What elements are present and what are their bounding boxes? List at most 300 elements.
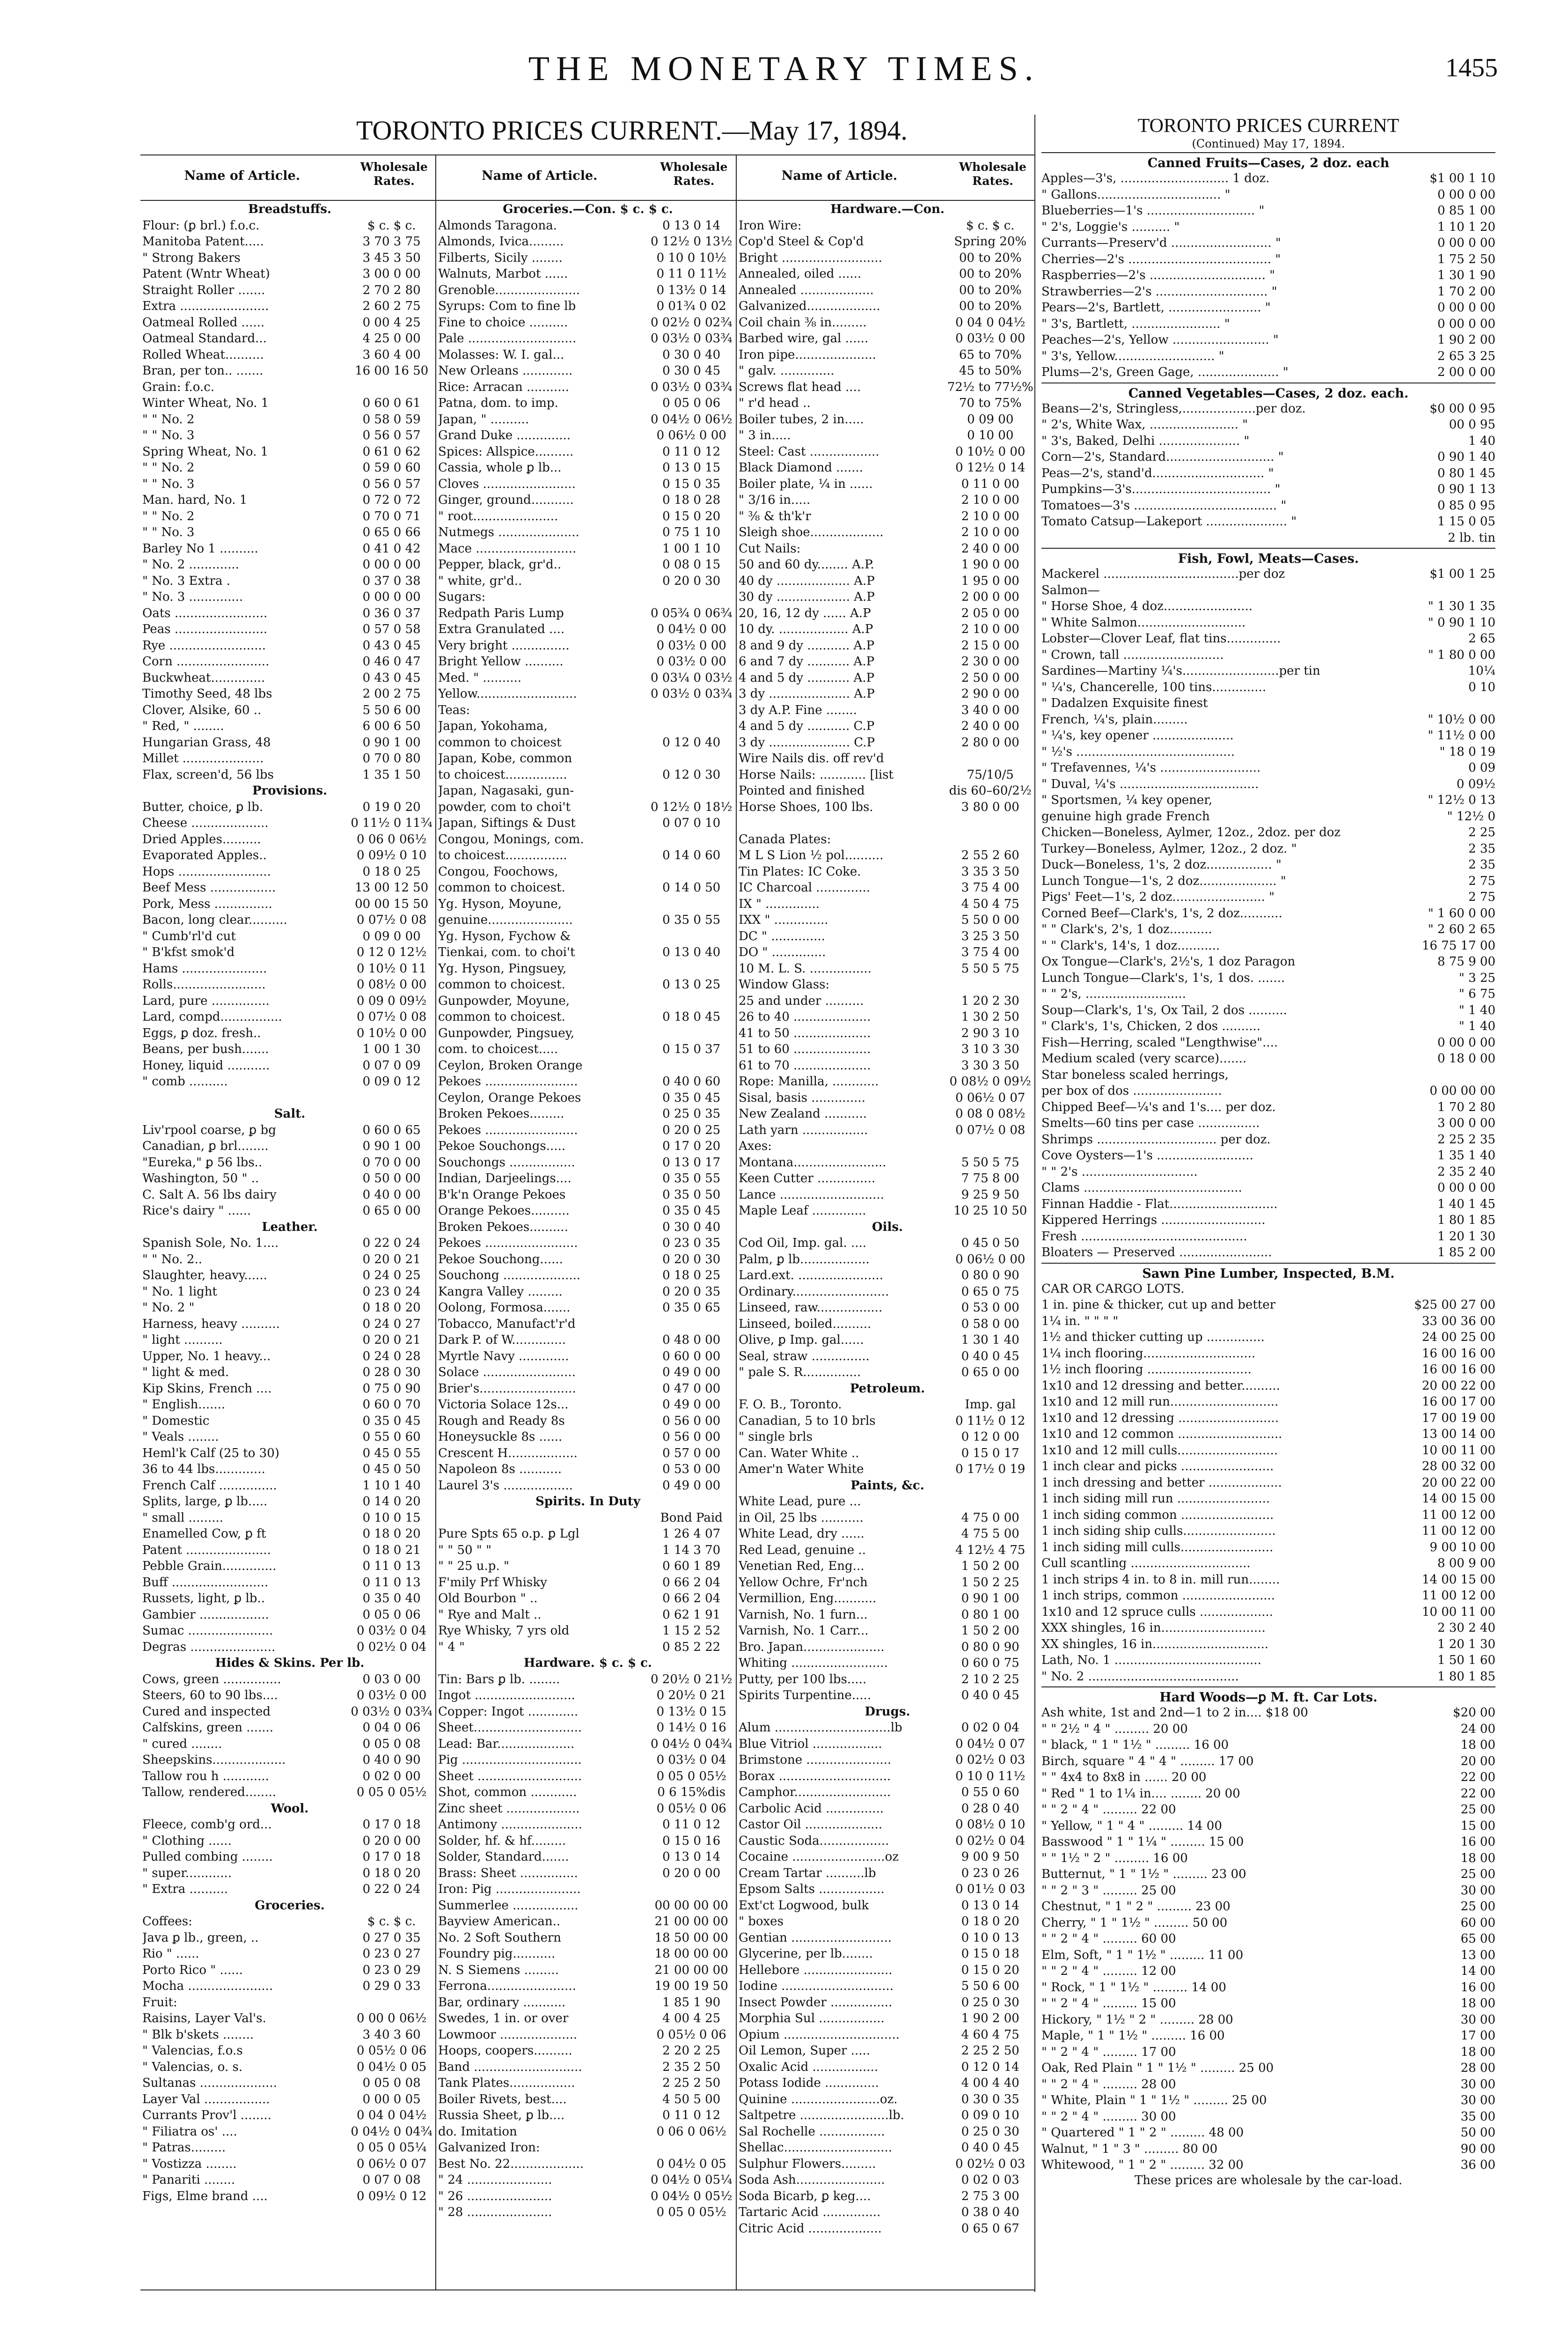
article-name: New Orleans ............. xyxy=(438,364,573,378)
price-row xyxy=(737,864,1034,880)
price-row xyxy=(1041,857,1495,873)
price-row xyxy=(436,266,736,282)
article-rates: 11 00 12 00 xyxy=(1421,1508,1495,1522)
price-row xyxy=(737,1413,1034,1429)
article-rates: 0 10 0 15 xyxy=(362,1510,421,1525)
article-name: Black Diamond ....... xyxy=(739,461,863,475)
article-rates: 1 20 1 30 xyxy=(1437,1637,1495,1651)
price-row xyxy=(140,363,435,379)
price-row xyxy=(1041,1721,1495,1737)
article-rates: 0 20 0 30 xyxy=(662,1252,721,1266)
article-rates: 0 00 4 25 xyxy=(362,315,421,330)
price-row xyxy=(1041,1931,1495,1947)
article-name: Bright Yellow .......... xyxy=(438,655,564,669)
price-row xyxy=(737,1978,1034,1995)
price-row xyxy=(1041,1491,1495,1507)
price-row xyxy=(436,1090,736,1106)
price-row xyxy=(140,1009,435,1025)
price-row xyxy=(436,1251,736,1268)
price-row xyxy=(1041,1786,1495,1802)
price-row xyxy=(436,1332,736,1348)
price-row xyxy=(436,2124,736,2140)
article-rates: 9 25 9 50 xyxy=(961,1187,1019,1202)
price-row xyxy=(140,1752,435,1768)
price-row xyxy=(1041,1458,1495,1475)
article-name: " Duval, ¼'s .................................... xyxy=(1041,777,1259,791)
article-name: Finnan Haddie - Flat............................ xyxy=(1041,1197,1278,1211)
article-rates: 00 00 00 00 xyxy=(654,1898,728,1913)
article-name: Hoops, coopers.......... xyxy=(438,2044,572,2058)
price-row xyxy=(1041,1507,1495,1524)
price-row xyxy=(140,944,435,961)
price-row xyxy=(737,1623,1034,1639)
article-rates: 25 00 xyxy=(1460,1867,1495,1881)
article-rates: 0 09 0 10 xyxy=(961,2108,1019,2122)
price-row xyxy=(436,412,736,428)
article-name: White Lead, pure ... xyxy=(739,1494,861,1509)
category-heading xyxy=(737,201,1034,218)
price-row xyxy=(737,2043,1034,2059)
article-rates: 1 30 1 40 xyxy=(961,1333,1019,1347)
page-number: 1455 xyxy=(1445,53,1498,82)
article-name: Japan, " .......... xyxy=(438,412,529,427)
article-name: 1½ inch flooring ........................... xyxy=(1041,1362,1252,1377)
price-row xyxy=(140,218,435,234)
price-row xyxy=(436,670,736,686)
price-row xyxy=(436,1914,736,1930)
article-rates: 0 57 0 58 xyxy=(362,622,421,636)
article-name: Rolls........................ xyxy=(142,978,266,992)
category-heading-text: Leather. xyxy=(262,1220,318,1234)
article-rates: 1 70 2 80 xyxy=(1437,1100,1495,1114)
column-header xyxy=(436,155,736,201)
price-row xyxy=(1041,1229,1495,1245)
article-rates: 22 00 xyxy=(1460,1770,1495,1784)
article-rates: 0 40 0 00 xyxy=(362,1187,421,1202)
article-rates: 2 75 xyxy=(1468,890,1495,904)
price-row xyxy=(140,1251,435,1268)
article-name: DO " .............. xyxy=(739,945,826,959)
price-row xyxy=(436,315,736,331)
article-rates: 0 06½ 0 07 xyxy=(357,2157,427,2171)
article-name: " " 2 " 4 " ......... 60 00 xyxy=(1041,1932,1176,1946)
article-name: Chicken—Boneless, Aylmer, 12oz., 2doz. per doz xyxy=(1041,825,1341,839)
price-row xyxy=(140,234,435,250)
price-row xyxy=(436,1542,736,1559)
price-row xyxy=(436,1898,736,1914)
continued-subtitle: (Continued) May 17, 1894. xyxy=(1192,137,1345,150)
article-rates: 2 00 0 00 xyxy=(1437,365,1495,379)
price-row xyxy=(140,2172,435,2188)
article-rates: 2 10 0 00 xyxy=(961,622,1019,636)
article-name: " Valencias, f.o.s xyxy=(142,2044,243,2058)
article-rates: 0 09 0 09½ xyxy=(357,994,427,1008)
article-rates: 16 00 16 00 xyxy=(1421,1346,1495,1361)
article-name: Liv'rpool coarse, ꝑ bg xyxy=(142,1123,276,1137)
article-name: " " No. 3 xyxy=(142,525,195,539)
article-name: Cheese .................... xyxy=(142,816,269,830)
price-row xyxy=(436,638,736,654)
price-row xyxy=(436,1429,736,1445)
article-name: Morphia Sul ................. xyxy=(739,2011,885,2025)
article-name: Annealed ................... xyxy=(739,283,874,297)
article-rates: 0 05½ 0 06 xyxy=(656,2027,726,2042)
price-row xyxy=(1041,728,1495,744)
article-name: Yg. Hyson, Pingsuey, xyxy=(438,961,567,976)
price-row xyxy=(1041,1947,1495,1964)
price-row xyxy=(1041,1099,1495,1116)
article-rates: 4 12½ 4 75 xyxy=(955,1543,1026,1557)
price-row xyxy=(436,1316,736,1332)
price-row xyxy=(436,379,736,396)
article-rates: 0 18 0 20 xyxy=(961,1914,1019,1929)
article-rates: 0 02½ 0 03 xyxy=(955,1753,1026,1767)
article-rates: 0 15 0 37 xyxy=(662,1042,721,1056)
article-name: Oak, Red Plain " 1 " 1½ " ......... 25 00 xyxy=(1041,2061,1274,2075)
price-row xyxy=(1041,1196,1495,1213)
article-rates: 0 20 0 21 xyxy=(362,1333,421,1347)
article-name: Fruit: xyxy=(142,1995,177,2010)
category-heading-text: Hardware.—Con. xyxy=(830,202,945,216)
price-row xyxy=(1041,316,1495,332)
price-row xyxy=(436,427,736,444)
price-row xyxy=(1041,679,1495,696)
article-name: Varnish, No. 1 furn... xyxy=(739,1607,868,1622)
price-row xyxy=(140,1978,435,1995)
article-name: Lard, pure ............... xyxy=(142,994,270,1008)
article-name: Bayview American.. xyxy=(438,1914,561,1929)
article-name: Bright .......................... xyxy=(739,250,882,265)
price-row xyxy=(140,395,435,412)
article-rates: 2 30 0 00 xyxy=(961,655,1019,669)
price-row xyxy=(1041,744,1495,760)
article-name: Winter Wheat, No. 1 xyxy=(142,396,269,410)
price-row xyxy=(737,1881,1034,1898)
article-name: Ginger, ground........... xyxy=(438,493,574,507)
category-heading xyxy=(140,201,435,218)
price-row xyxy=(436,912,736,928)
article-rates: 4 60 4 75 xyxy=(961,2027,1019,2042)
article-rates: 15 00 xyxy=(1460,1818,1495,1833)
article-rates: 2 60 2 75 xyxy=(362,299,421,313)
article-rates: 1 50 2 00 xyxy=(961,1624,1019,1638)
article-rates: 0 13 0 14 xyxy=(662,218,721,233)
article-rates: " 0 90 1 10 xyxy=(1428,615,1495,630)
price-row xyxy=(436,928,736,945)
article-name: Foundry pig........... xyxy=(438,1947,556,1961)
price-row xyxy=(1041,2028,1495,2044)
price-row xyxy=(436,944,736,961)
article-rates: 18 00 xyxy=(1460,1996,1495,2010)
article-rates: 0 03½ 0 00 xyxy=(656,638,726,653)
article-name: Whiting ......................... xyxy=(739,1656,888,1670)
article-name: Soup—Clark's, 1's, Ox Tail, 2 dos .......... xyxy=(1041,1003,1287,1017)
price-row xyxy=(737,1494,1034,1510)
article-name: Cod Oil, Imp. gal. .... xyxy=(739,1236,867,1250)
price-rows xyxy=(140,201,435,2289)
article-name: Gunpowder, Pingsuey, xyxy=(438,1026,575,1040)
price-row xyxy=(1041,332,1495,348)
article-rates: 0 30 0 40 xyxy=(662,1220,721,1234)
price-row xyxy=(436,1203,736,1219)
article-rates: 0 09 0 00 xyxy=(362,929,421,943)
price-row xyxy=(140,1300,435,1316)
article-rates: " 3 25 xyxy=(1458,971,1495,985)
article-name: Blueberries—1's ............................ " xyxy=(1041,204,1265,218)
article-rates: 1 10 1 20 xyxy=(1437,220,1495,234)
article-name: " 2's, Loggie's .......... " xyxy=(1041,220,1180,234)
article-rates: 0 04½ 0 07 xyxy=(955,1737,1026,1751)
article-name: Cured and inspected xyxy=(142,1704,271,1719)
article-rates: Imp. gal xyxy=(965,1398,1016,1412)
price-row xyxy=(140,1962,435,1979)
category-heading-text: Petroleum. xyxy=(850,1381,925,1396)
article-name: Lath, No. 1 ...................................... xyxy=(1041,1653,1261,1667)
article-rates: 0 18 0 00 xyxy=(1437,1052,1495,1066)
article-name: Swedes, 1 in. or over xyxy=(438,2011,569,2025)
article-name: " " 2 " 4 " ......... 22 00 xyxy=(1041,1803,1176,1817)
article-name: Bro. Japan..................... xyxy=(739,1640,885,1654)
article-name: Sleigh shoe................... xyxy=(739,525,884,539)
price-row xyxy=(1041,2109,1495,2125)
price-row xyxy=(1041,1915,1495,1931)
price-row xyxy=(737,1914,1034,1930)
price-row xyxy=(436,621,736,638)
price-row xyxy=(1041,760,1495,776)
price-row xyxy=(140,1526,435,1542)
article-name: 10 dy. .................. A.P xyxy=(739,622,873,636)
article-rates: 0 12 0 14 xyxy=(961,2060,1019,2074)
article-name: Syrups: Com to fine lb xyxy=(438,299,576,313)
article-name: Pure Spts 65 o.p. ꝑ Lgl xyxy=(438,1527,579,1541)
article-name: 61 to 70 .................... xyxy=(739,1058,871,1073)
price-row xyxy=(737,541,1034,557)
article-name: M L S Lion ½ pol.......... xyxy=(739,848,884,862)
article-rates: 0 07 0 10 xyxy=(662,816,721,830)
article-name: Pumpkins—3's.................................... " xyxy=(1041,482,1281,496)
article-rates: 0 36 0 37 xyxy=(362,606,421,620)
price-row xyxy=(1041,219,1495,236)
article-name: Walnuts, Marbot ...... xyxy=(438,267,568,281)
price-row xyxy=(140,718,435,735)
price-row xyxy=(737,1736,1034,1752)
article-rates: 25 00 xyxy=(1460,1899,1495,1914)
price-row xyxy=(436,347,736,363)
article-rates: 0 23 0 35 xyxy=(662,1236,721,1250)
article-name: Smelts—60 tins per case ................ xyxy=(1041,1116,1260,1130)
article-name: Buckwheat.............. xyxy=(142,670,265,685)
price-row xyxy=(737,2172,1034,2188)
article-name: IX " .............. xyxy=(739,897,820,911)
article-rates: 0 57 0 00 xyxy=(662,1446,721,1460)
article-rates: 1 26 4 07 xyxy=(662,1527,721,1541)
price-row xyxy=(436,1526,736,1542)
price-row xyxy=(737,944,1034,961)
article-rates: 2 50 0 00 xyxy=(961,670,1019,685)
article-name: Cows, green ............... xyxy=(142,1672,281,1686)
price-row xyxy=(140,379,435,396)
article-rates: 0 90 1 00 xyxy=(362,1139,421,1153)
article-name: F'mily Prf Whisky xyxy=(438,1575,547,1590)
price-row xyxy=(436,1607,736,1623)
article-name: " No. 1 light xyxy=(142,1284,217,1299)
article-name: to choicest................ xyxy=(438,767,567,782)
price-row xyxy=(436,1025,736,1042)
article-rates: 18 00 xyxy=(1460,1851,1495,1865)
article-name: Sisal, basis .............. xyxy=(739,1090,865,1105)
price-row xyxy=(737,492,1034,508)
category-heading xyxy=(436,201,736,218)
price-row xyxy=(436,977,736,993)
article-name: White Lead, dry ...... xyxy=(739,1527,865,1541)
article-name: Sulphur Flowers......... xyxy=(739,2157,876,2171)
article-name: Iron: Pig ...................... xyxy=(438,1882,581,1896)
article-name: Honeysuckle 8s ...... xyxy=(438,1430,563,1444)
article-rates: " 1 40 xyxy=(1458,1019,1495,1033)
price-row xyxy=(140,2188,435,2205)
article-name: Pork, Mess ............... xyxy=(142,897,272,911)
price-row xyxy=(1041,1018,1495,1035)
article-rates: 0 60 0 65 xyxy=(362,1123,421,1137)
price-row xyxy=(737,363,1034,379)
article-rates: 5 50 6 00 xyxy=(961,1979,1019,1993)
price-row xyxy=(737,1768,1034,1785)
article-name: Gambier .................. xyxy=(142,1607,269,1622)
article-rates: 0 05 0 05½ xyxy=(656,2205,726,2219)
article-rates: 70 to 75% xyxy=(959,396,1022,410)
section-rule xyxy=(1041,152,1495,153)
article-name: Yg. Hyson, Moyune, xyxy=(438,897,562,911)
price-row xyxy=(737,1009,1034,1025)
article-name: Butter, choice, ꝑ lb. xyxy=(142,800,263,814)
price-row xyxy=(737,1784,1034,1801)
article-name: Coffees: xyxy=(142,1914,192,1929)
article-name: Rye Whisky, 7 yrs old xyxy=(438,1624,570,1638)
price-row xyxy=(140,1736,435,1752)
price-row xyxy=(1041,566,1495,582)
price-row xyxy=(436,735,736,751)
price-row xyxy=(737,1025,1034,1042)
price-row xyxy=(1041,1620,1495,1636)
article-rates: 0 08½ 0 00 xyxy=(357,978,427,992)
article-name: Cut Nails: xyxy=(739,541,801,556)
article-rates: Spring 20% xyxy=(954,235,1027,249)
price-row xyxy=(1041,1410,1495,1427)
price-row xyxy=(436,460,736,476)
price-row xyxy=(1041,1604,1495,1620)
article-name: Corn—2's, Standard............................ " xyxy=(1041,450,1284,464)
article-name: Tobacco, Manufact'r'd xyxy=(438,1317,576,1331)
article-rates: 0 28 0 40 xyxy=(961,1801,1019,1816)
article-rates: 0 18 0 25 xyxy=(662,1268,721,1282)
article-name: 1x10 and 12 common ........................... xyxy=(1041,1427,1282,1441)
article-name: Oats ........................ xyxy=(142,606,268,620)
article-name: " " 2 " 4 " ......... 28 00 xyxy=(1041,2077,1176,2091)
article-name: Rough and Ready 8s xyxy=(438,1413,565,1428)
article-name: Ext'ct Logwood, bulk xyxy=(739,1898,869,1913)
price-row xyxy=(1041,1705,1495,1721)
article-name: Broken Pekoes......... xyxy=(438,1107,564,1121)
article-rates: 3 70 3 75 xyxy=(362,235,421,249)
article-name: Lard, compd................ xyxy=(142,1010,282,1024)
price-row xyxy=(1041,712,1495,728)
article-name: Spring Wheat, No. 1 xyxy=(142,444,269,459)
article-name: " " No. 2 xyxy=(142,461,195,475)
article-rates: 2 10 2 25 xyxy=(961,1672,1019,1686)
article-rates: 0 12 0 30 xyxy=(662,767,721,782)
price-row xyxy=(436,896,736,913)
article-name: IC Charcoal .............. xyxy=(739,881,870,895)
price-row xyxy=(737,1284,1034,1300)
price-row xyxy=(1041,2125,1495,2141)
category-heading xyxy=(140,1219,435,1236)
price-row xyxy=(436,1510,736,1526)
price-row xyxy=(1041,1523,1495,1539)
article-rates: 50 00 xyxy=(1460,2126,1495,2140)
article-rates: 0 56 0 57 xyxy=(362,428,421,442)
article-rates: 0 30 0 35 xyxy=(961,2092,1019,2106)
price-row xyxy=(737,1170,1034,1187)
price-row xyxy=(436,767,736,783)
price-row xyxy=(436,476,736,493)
article-rates: 0 00 0 06½ xyxy=(357,2011,427,2025)
article-name: Tallow, rendered........ xyxy=(142,1785,276,1799)
article-rates: $25 00 27 00 xyxy=(1414,1298,1495,1312)
price-row xyxy=(436,961,736,977)
column-header-name: Name of Article. xyxy=(184,169,300,183)
price-row xyxy=(1041,203,1495,219)
price-row xyxy=(1041,364,1495,381)
article-rates: 1 85 1 90 xyxy=(662,1995,721,2010)
article-rates: 16 00 xyxy=(1460,1835,1495,1849)
price-row xyxy=(140,993,435,1009)
price-row xyxy=(1041,2157,1495,2173)
article-rates: 0 13 0 17 xyxy=(662,1155,721,1170)
article-name: 1 in. pine & thicker, cut up and better xyxy=(1041,1298,1276,1312)
price-row xyxy=(140,1833,435,1849)
article-rates: 0 45 0 50 xyxy=(961,1236,1019,1250)
article-name: Rye ......................... xyxy=(142,638,266,653)
article-name: Summerlee ................. xyxy=(438,1898,579,1913)
price-row xyxy=(436,1881,736,1898)
price-row xyxy=(140,412,435,428)
price-column-2 xyxy=(436,155,736,2289)
article-name: " black, " 1 " 1½ " ......... 16 00 xyxy=(1041,1738,1229,1752)
article-rates: $ c. $ c. xyxy=(367,218,416,233)
article-rates: 2 75 3 00 xyxy=(961,2189,1019,2203)
article-name: Japan, Siftings & Dust xyxy=(438,816,576,830)
article-rates: 2 30 2 40 xyxy=(1437,1621,1495,1635)
article-name: " Clothing ...... xyxy=(142,1833,232,1848)
article-name: Tin Plates: IC Coke. xyxy=(739,864,861,879)
price-row xyxy=(436,1801,736,1817)
price-row xyxy=(737,1849,1034,1865)
price-row xyxy=(436,1300,736,1316)
price-row xyxy=(737,2156,1034,2172)
article-rates: 0 04½ 0 04¾ xyxy=(351,2124,432,2139)
price-row xyxy=(737,1590,1034,1607)
category-heading xyxy=(140,1801,435,1817)
article-rates: 0 58 0 00 xyxy=(961,1317,1019,1331)
article-rates: 2 80 0 00 xyxy=(961,735,1019,750)
price-row xyxy=(737,1138,1034,1155)
price-row xyxy=(1041,1051,1495,1067)
price-row xyxy=(436,1155,736,1171)
price-row xyxy=(1041,792,1495,809)
article-rates: 0 07½ 0 08 xyxy=(955,1123,1026,1137)
price-row xyxy=(1041,1572,1495,1588)
article-rates: 0 15 0 35 xyxy=(662,477,721,491)
